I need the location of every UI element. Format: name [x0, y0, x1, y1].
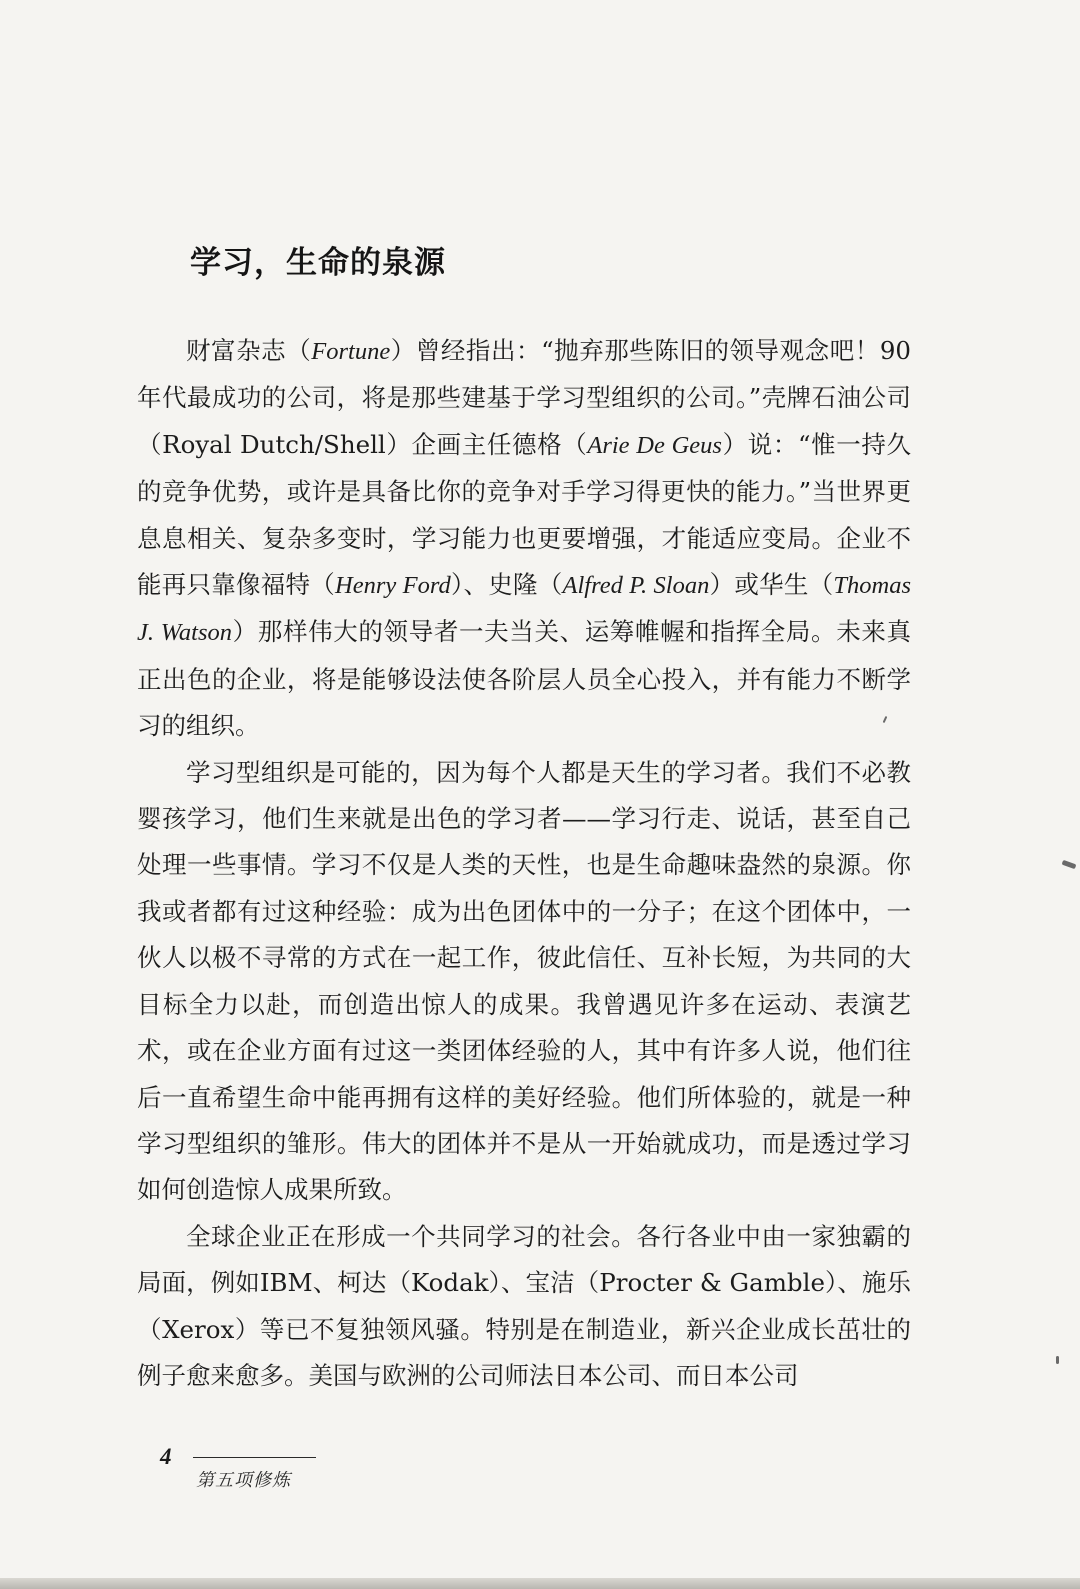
scan-mark: [1056, 1356, 1059, 1364]
italic-name: Alfred P. Sloan: [562, 572, 710, 600]
running-footer-title: 第五项修炼: [196, 1470, 291, 1491]
text-run: ）、史隆（: [450, 570, 563, 600]
page-bottom-edge: [0, 1578, 1080, 1589]
body-text: [137, 328, 911, 1399]
page-number: 4: [160, 1444, 172, 1469]
text-run: ）说：“惟一持久的竞争优势，或许是具备比你的竞争对手学习得更快的能力。”当世界更息息相关、复杂多变时，学习能力也更要增强，才能适应变局。企业不能再只靠像福特（: [137, 429, 911, 600]
text-run: 财富杂志（: [186, 336, 312, 365]
italic-name: Fortune: [311, 338, 391, 365]
text-run: 学习型组织是可能的，因为每个人都是天生的学习者。我们不必教婴孩学习，他们生来就是出色的学习者——学习行走、说话，甚至自己处理一些事情。学习不仅是人类的天性，也是生命趣味盎然的泉源。你我或者都有过这种经验：成为出色团体中的一分子；在这个团体中，一伙人以极不寻常的方式在一起工作，彼此信任、互补长短，为共同的大目标全力以赴，而创造出惊人的成果。我曾遇见许多在运动、表演艺术，或在企业方面有过这一类团体经验的人，其中有许多人说，他们往后一直希望生命中能再拥有这样的美好经验。他们所体验的，就是一种学习型组织的雏形。伟大的团体并不是从一开始就成功，而是透过学习如何创造惊人成果所致。: [137, 757, 911, 1205]
text-run: 全球企业正在形成一个共同学习的社会。各行各业中由一家独霸的局面，例如IBM、柯达（Kodak）、宝洁（Procter & Gamble）、施乐（Xerox）等已不复独领风骚。特别是在制造业，新兴企业成长茁壮的例子愈来愈多。美国与欧洲的公司师法日本公司、而日本公司: [137, 1221, 911, 1390]
text-run: ）曾经指出：“抛弃那些陈旧的领导观念吧！90年代最成功的公司，将是那些建基于学习型组织的公司。”壳牌石油公司（Royal Dutch/Shell）企画主任德格（: [137, 336, 911, 459]
italic-name: Thomas J. Watson: [137, 572, 911, 647]
italic-name: Arie De Geus: [587, 431, 722, 459]
footer-rule: [193, 1457, 316, 1458]
italic-name: Henry Ford: [335, 572, 451, 600]
text-run: ）那样伟大的领导者一夫当关、运筹帷幄和指挥全局。未来真正出色的企业，将是能够设法使各阶层人员全心投入，并有能力不断学习的组织。: [137, 617, 911, 741]
paragraph: [137, 1214, 911, 1400]
section-heading: 学习，生命的泉源: [190, 245, 446, 281]
text-run: ）或华生（: [709, 570, 834, 600]
paragraph: [137, 328, 911, 750]
scan-mark: [1062, 860, 1077, 869]
paragraph: [137, 750, 911, 1214]
